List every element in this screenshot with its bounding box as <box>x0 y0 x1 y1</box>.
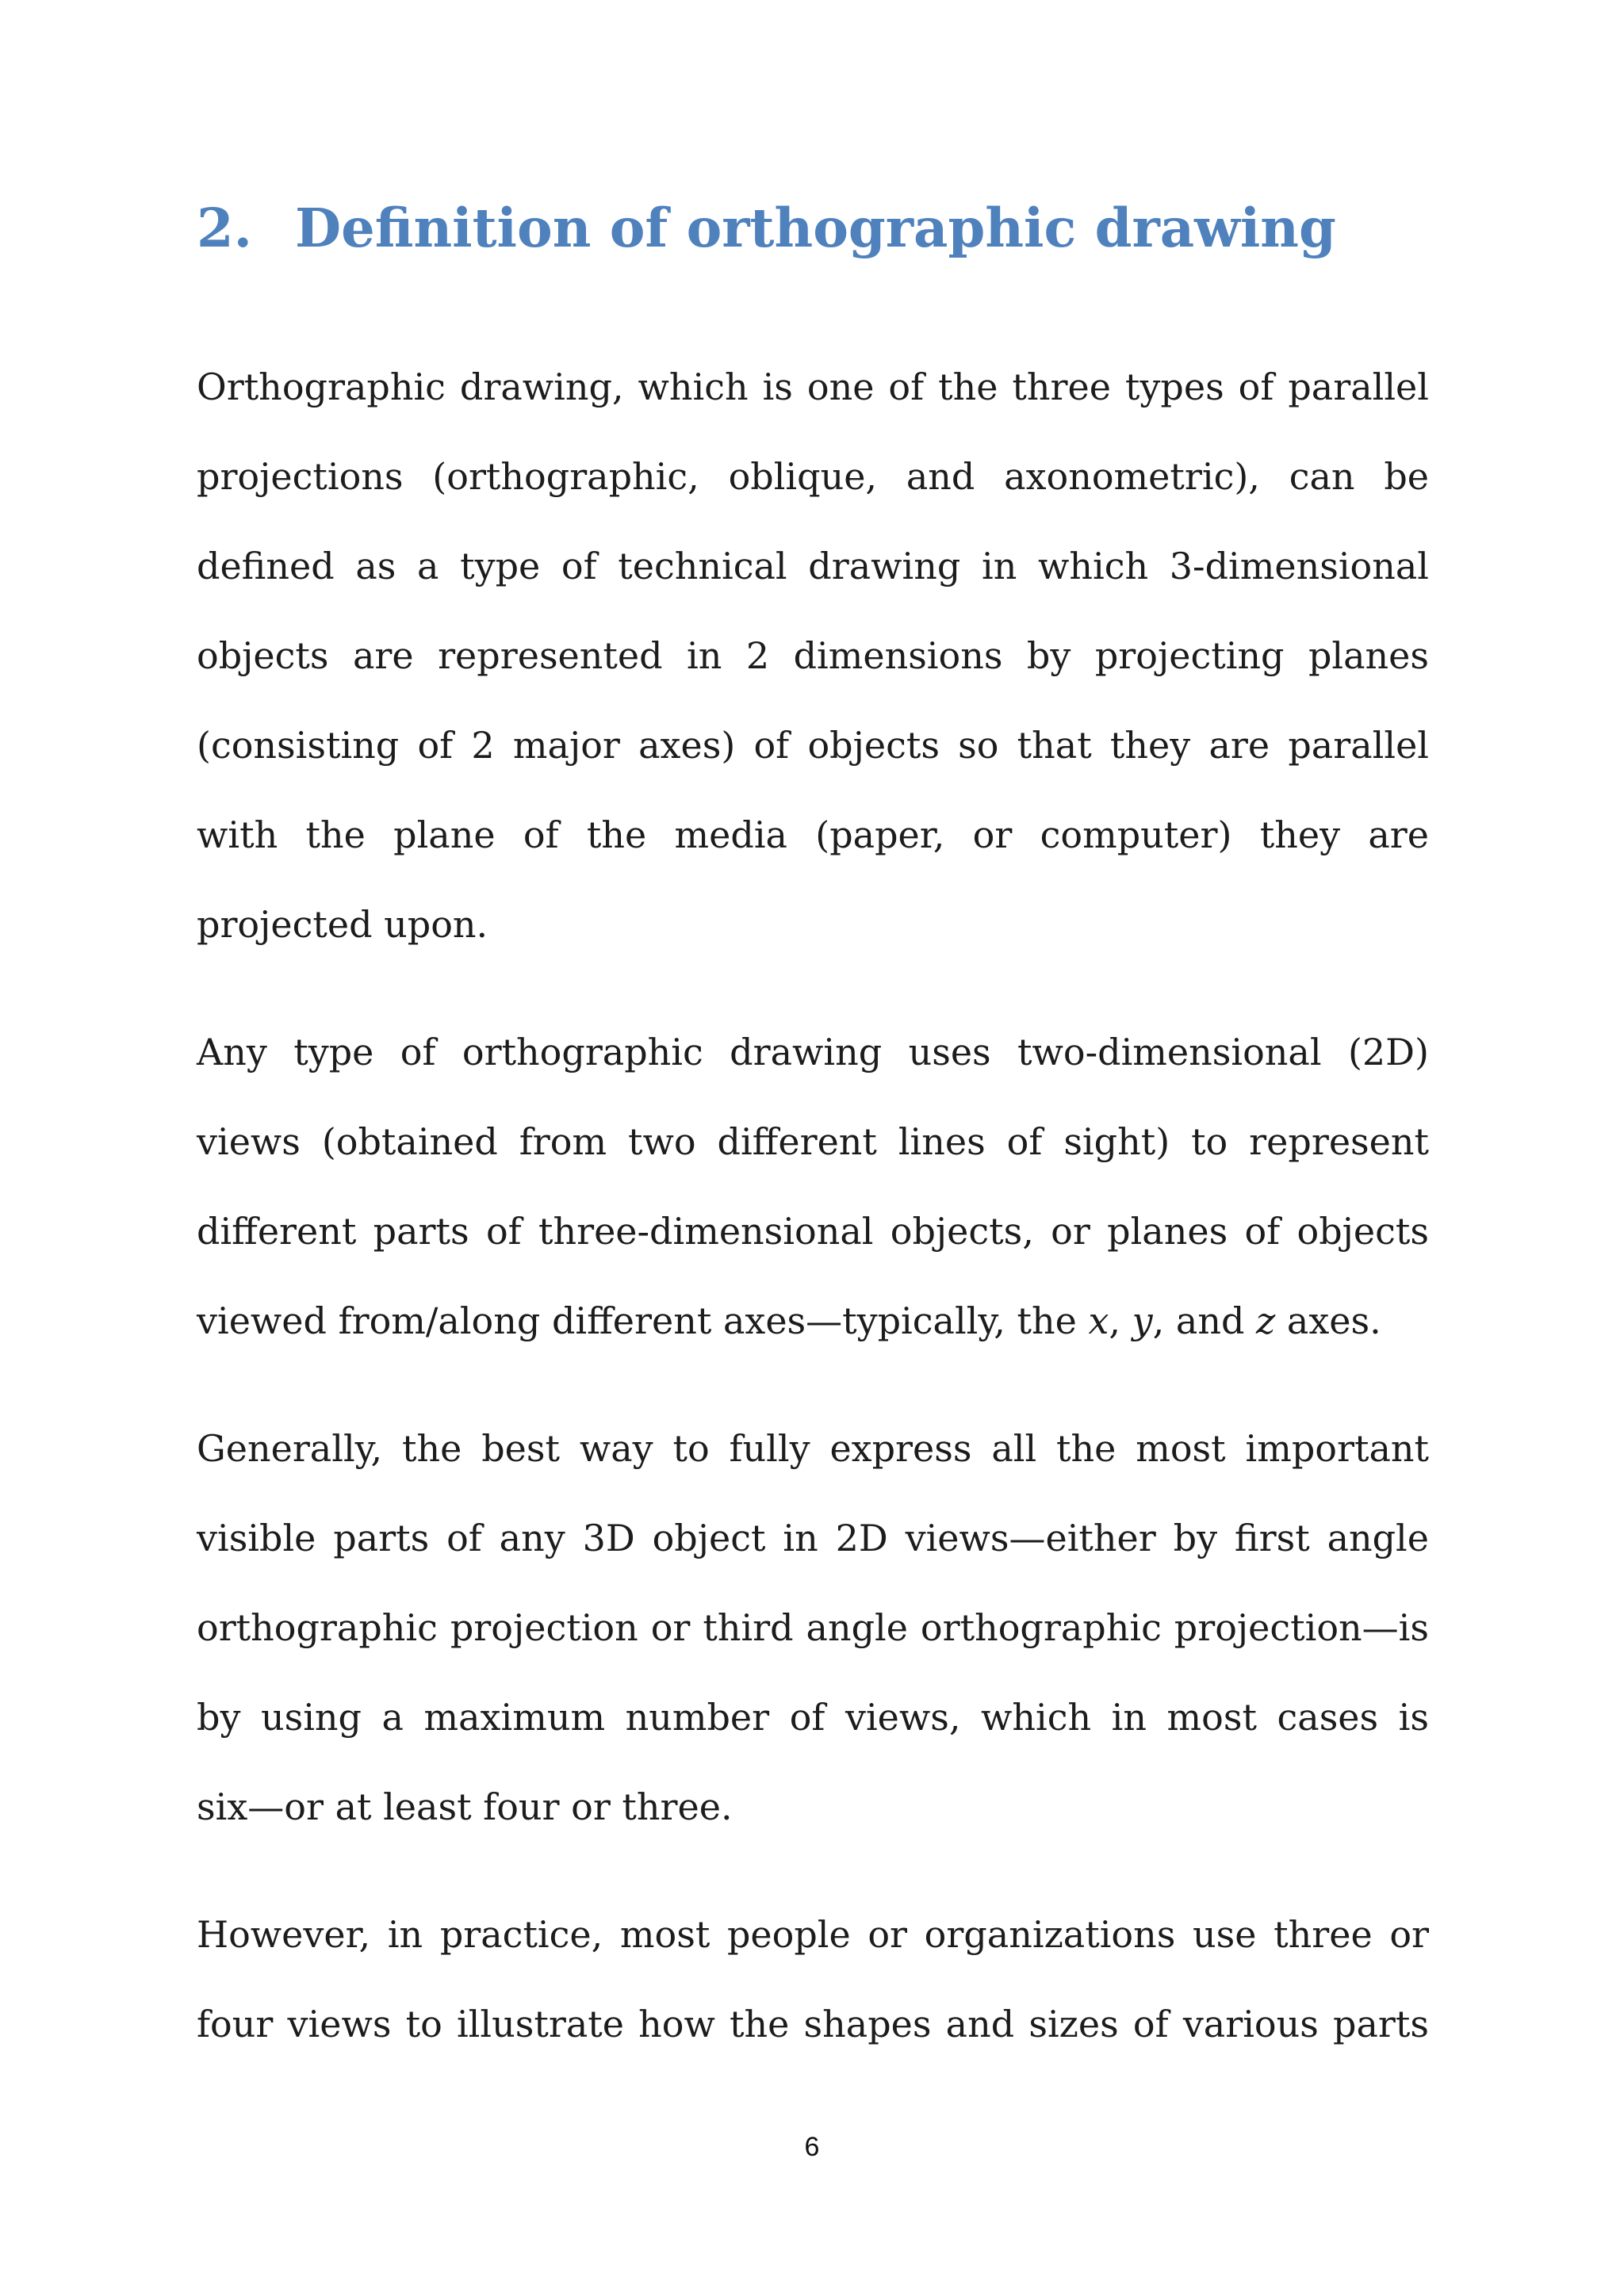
paragraph-1 <box>197 342 1429 970</box>
text-line: by using a maximum number of views, which in most cases is <box>197 1696 1429 1739</box>
text-line: different parts of three-dimensional objects, or planes of objects <box>197 1210 1429 1253</box>
text-line: objects are represented in 2 dimensions by projecting planes <box>197 634 1429 677</box>
text-line: orthographic projection or third angle orthographic projection—is <box>197 1606 1429 1649</box>
text-line: with the plane of the media (paper, or computer) they are <box>197 813 1429 856</box>
section-heading <box>197 189 1336 268</box>
text-line: Generally, the best way to fully express all the most important <box>197 1427 1429 1470</box>
axis-z-variable: z <box>1256 1299 1276 1342</box>
text-line: views (obtained from two different lines of sight) to represent <box>197 1120 1429 1163</box>
text-segment: axes. <box>1275 1299 1381 1342</box>
text-line: Orthographic drawing, which is one of the three types of parallel <box>197 365 1429 408</box>
section-number: 2. <box>197 197 252 259</box>
text-segment: , and <box>1152 1299 1257 1342</box>
text-line: visible parts of any 3D object in 2D views—either by first angle <box>197 1517 1429 1559</box>
section-title: Definition of orthographic drawing <box>295 197 1336 259</box>
text-line: four views to illustrate how the shapes and sizes of various parts <box>197 2003 1429 2045</box>
text-line: projections (orthographic, oblique, and axonometric), can be <box>197 455 1429 498</box>
page-number: 6 <box>804 2132 820 2162</box>
text-line: Any type of orthographic drawing uses two-dimensional (2D) <box>197 1031 1429 1073</box>
paragraph-2 <box>197 1008 1429 1366</box>
body-text <box>197 342 1429 2107</box>
text-line: projected upon. <box>197 903 488 946</box>
axis-x-variable: x <box>1088 1299 1109 1342</box>
paragraph-3 <box>197 1404 1429 1852</box>
text-line: defined as a type of technical drawing in which 3-dimensional <box>197 545 1429 587</box>
axis-y-variable: y <box>1132 1299 1153 1342</box>
text-line <box>197 1276 1429 1366</box>
text-line: six—or at least four or three. <box>197 1785 733 1828</box>
paragraph-4 <box>197 1890 1429 2069</box>
text-line: However, in practice, most people or organizations use three or <box>197 1913 1429 1956</box>
text-line: (consisting of 2 major axes) of objects so that they are parallel <box>197 724 1429 767</box>
text-segment: viewed from/along different axes—typically, the <box>197 1299 1089 1342</box>
text-segment: , <box>1109 1299 1132 1342</box>
